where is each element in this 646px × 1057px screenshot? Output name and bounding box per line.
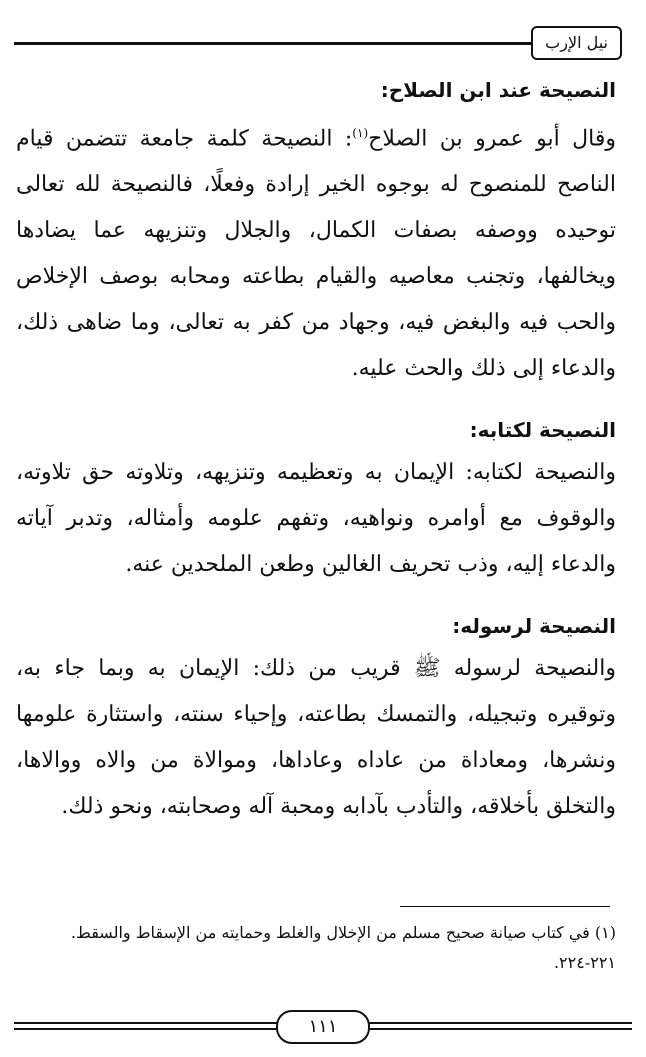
running-header (14, 22, 632, 62)
footnote-line: ٢٢١-٢٢٤. (553, 953, 616, 972)
page-footer (14, 1010, 632, 1044)
paragraph-messenger: والنصيحة لرسوله ﷺ قريب من ذلك: الإيمان به وبما جاء به، وتوقيره وتبجيله، والتمسك بطاعته، وإحياء سنته، واستثارة علومها ونشرها، ومعاداة من عاداه وعاداها، وموالاة من والاه ووالاها، والتخلق بأخلاقه، والتأدب بآدابه ومحبة آله وصحابته، ونحو ذلك. (16, 656, 616, 820)
book-title: نيل الإرب (531, 26, 622, 60)
section-heading-messenger: النصيحة لرسوله: (452, 614, 616, 639)
main-text (16, 70, 616, 830)
section-heading-book: النصيحة لكتابه: (469, 418, 616, 443)
paragraph-ibn-salah (16, 110, 616, 392)
paragraph-text: وقال أبو عمرو بن الصلاح (368, 126, 616, 152)
paragraph-book: والنصيحة لكتابه: الإيمان به وتعظيمه وتنزيهه، وتلاوته حق تلاوته، والوقوف مع أوامره ونواهيه، وتفهم علومه وأمثاله، وتدبر آياته والدعاء إليه، وذب تحريف الغالين وطعن الملحدين عنه. (16, 460, 616, 578)
footnote-rule (400, 906, 610, 907)
page-number: ١١١ (276, 1010, 370, 1044)
header-rule (14, 42, 554, 45)
footnote-marker: (١) (352, 126, 369, 140)
footnote-line: (١) في كتاب صيانة صحيح مسلم من الإخلال والغلط وحمايته من الإسقاط والسقط. (70, 923, 616, 942)
paragraph-text: : النصيحة كلمة جامعة تتضمن قيام الناصح للمنصوح له بوجوه الخير إرادة وفعلًا، فالنصيحة لله تعالى توحيده ووصفه بصفات الكمال، والجلال وتنزيهه عما يضادها ويخالفها، وتجنب معاصيه والقيام بطاعته ومحابه بوصف الإخلاص والحب فيه والبغض فيه، وجهاد من كفر به تعالى، وما ضاهى ذلك، والدعاء إلى ذلك والحث عليه. (16, 126, 616, 382)
section-heading-ibn-salah: النصيحة عند ابن الصلاح: (380, 78, 616, 102)
footnote (16, 918, 616, 978)
